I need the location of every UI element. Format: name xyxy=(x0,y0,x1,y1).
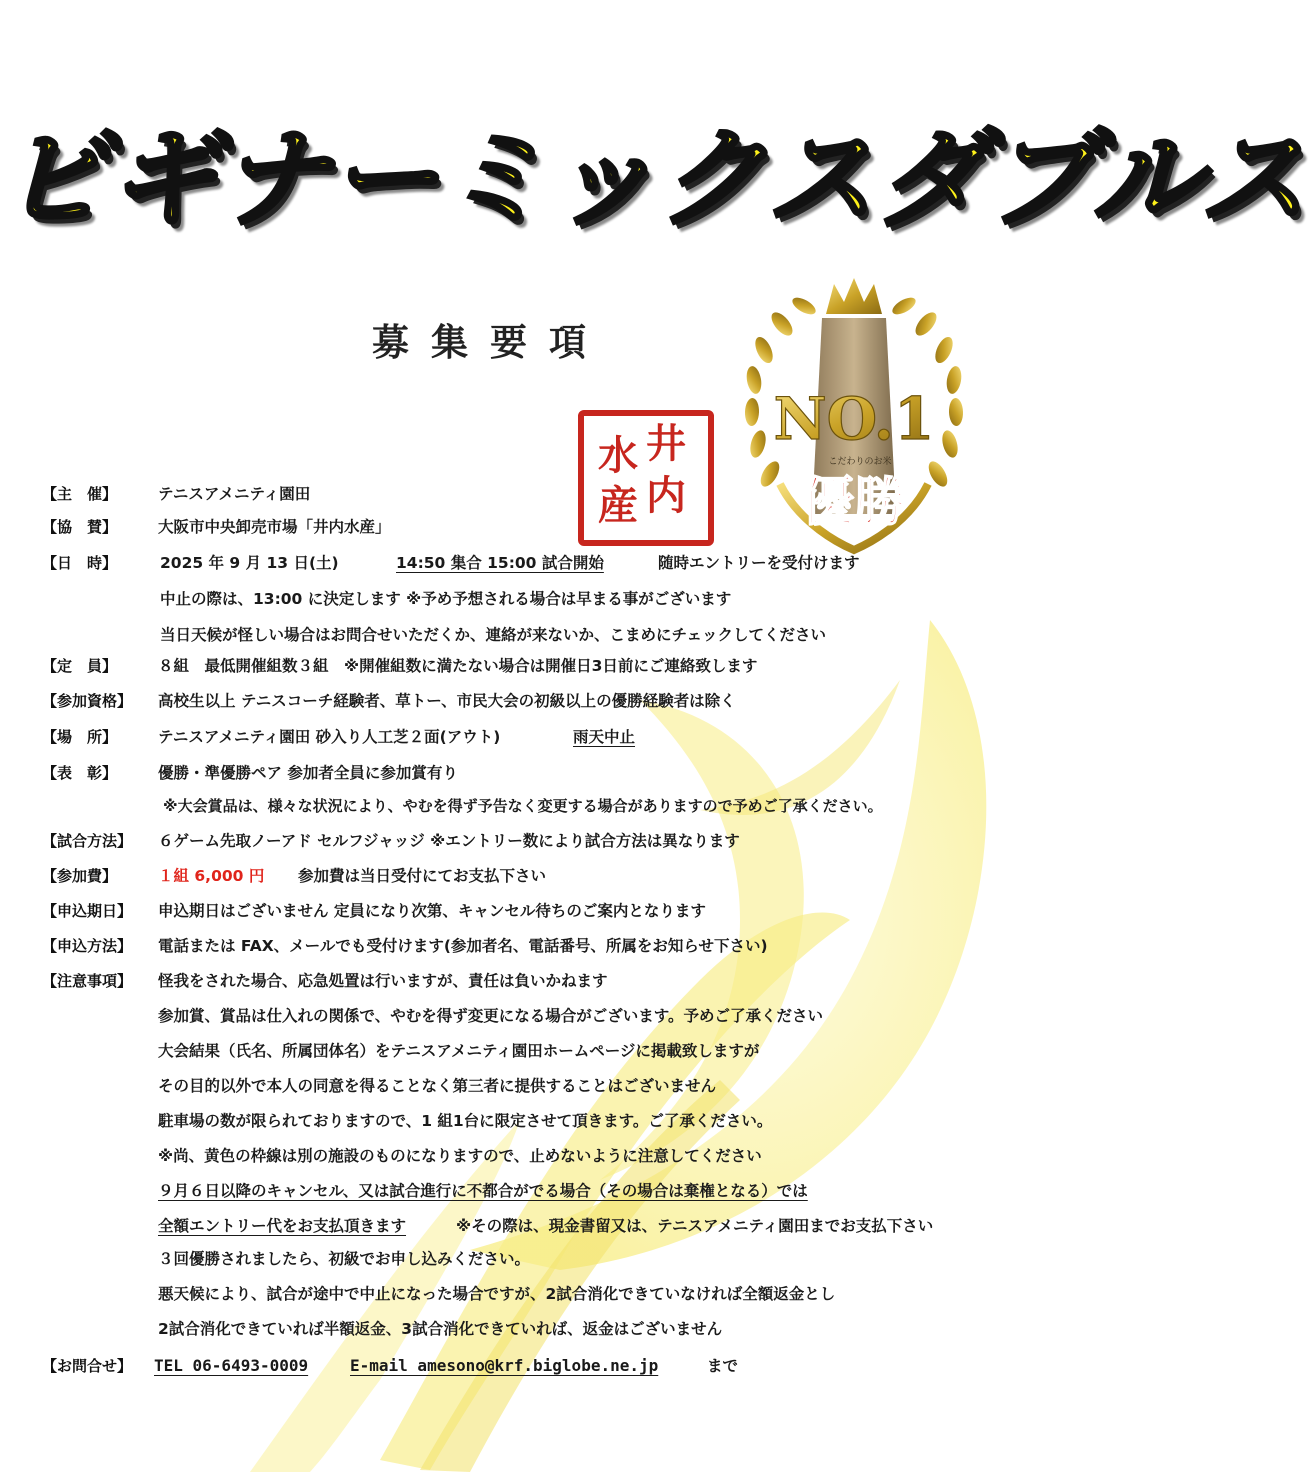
label-eligibility: 【参加資格】 xyxy=(42,692,133,710)
list-item: 駐車場の数が限られておりますので、1 組1台に限定させて頂きます。ご了承ください。 xyxy=(158,1112,773,1130)
text-deadline: 申込期日はございません 定員になり次第、キャンセル待ちのご案内となります xyxy=(158,902,706,920)
row-datetime-line2 xyxy=(0,584,1040,614)
text-cancel-decision: 中止の際は、13:00 に決定します ※予め予想される場合は早まる事がございます xyxy=(160,590,732,608)
emblem-caption: 優勝 xyxy=(801,472,907,533)
row-eligibility xyxy=(0,686,1040,716)
label-host: 【主 催】 xyxy=(42,485,118,503)
label-fee: 【参加費】 xyxy=(42,867,118,885)
row-notes xyxy=(0,966,1040,996)
text-eligibility: 高校生以上 テニスコーチ経験者、草トー、市民大会の初級以上の優勝経験者は除く xyxy=(158,692,736,710)
label-contact: 【お問合せ】 xyxy=(42,1357,133,1375)
text-host: テニスアメニティ園田 xyxy=(158,485,311,503)
row-notes-line xyxy=(0,1001,1040,1031)
text-date: 2025 年 9 月 13 日(土) xyxy=(160,554,339,572)
list-item: ※尚、黄色の枠線は別の施設のものになりますので、止めないように注意してください xyxy=(158,1147,762,1165)
text-awards-note: ※大会賞品は、様々な状況により、やむを得ず予告なく変更する場合がありますので予めご了承ください。 xyxy=(163,797,883,815)
label-capacity: 【定 員】 xyxy=(42,657,118,675)
list-item: 悪天候により、試合が途中で中止になった場合ですが、2試合消化できていなければ全額返金とし xyxy=(158,1285,836,1303)
row-method xyxy=(0,931,1040,961)
contact-tel-link[interactable]: TEL 06-6493-0009 xyxy=(154,1356,309,1375)
row-deadline xyxy=(0,896,1040,926)
list-item: 2試合消化できていれば半額返金、3試合消化できていれば、返金はございません xyxy=(158,1320,723,1338)
row-awards xyxy=(0,758,1040,788)
list-item: ※その際は、現金書留又は、テニスアメニティ園田までお支払下さい xyxy=(456,1217,934,1235)
emblem-small-text: こだわりのお米 xyxy=(828,457,892,467)
text-time: 14:50 集合 15:00 試合開始 xyxy=(396,554,604,572)
row-fee xyxy=(0,861,1040,891)
list-item: 全額エントリー代をお支払頂きます xyxy=(158,1217,407,1235)
row-notes-line xyxy=(0,1176,1040,1206)
row-venue xyxy=(0,722,1040,752)
text-fee-note: 参加費は当日受付にてお支払下さい xyxy=(298,867,547,885)
row-contact xyxy=(0,1351,1040,1381)
row-notes-line xyxy=(0,1141,1040,1171)
row-notes-line xyxy=(0,1244,1040,1274)
text-fee-amount: １組 6,000 円 xyxy=(158,867,265,885)
text-awards: 優勝・準優勝ペア 参加者全員に参加賞有り xyxy=(158,764,458,782)
stamp-char: 産 xyxy=(598,482,638,529)
text-capacity: ８組 最低開催組数３組 ※開催組数に満たない場合は開催日3日前にご連絡致します xyxy=(158,657,758,675)
page-subtitle: 募集要項 xyxy=(372,321,608,364)
row-notes-line xyxy=(0,1036,1040,1066)
row-datetime-line3 xyxy=(0,620,1040,650)
label-notes: 【注意事項】 xyxy=(42,972,133,990)
contact-suffix: まで xyxy=(707,1357,739,1375)
list-item: 参加賞、賞品は仕入れの関係で、やむを得ず変更になる場合がございます。予めご了承ください xyxy=(158,1007,823,1025)
list-item: ３回優勝されましたら、初級でお申し込みください。 xyxy=(158,1250,531,1268)
text-entry: 随時エントリーを受付けます xyxy=(658,554,860,572)
sponsor-stamp-logo xyxy=(578,410,714,546)
text-sponsor: 大阪市中央卸売市場「井内水産」 xyxy=(158,518,391,536)
label-datetime: 【日 時】 xyxy=(42,554,118,572)
row-capacity xyxy=(0,651,1040,681)
label-sponsor: 【協 賛】 xyxy=(42,518,118,536)
list-item: ９月６日以降のキャンセル、又は試合進行に不都合がでる場合（その場合は棄権となる）では xyxy=(158,1182,808,1200)
stamp-char: 井 xyxy=(646,420,686,467)
laurel-trophy-icon xyxy=(730,274,978,564)
list-item: その目的以外で本人の同意を得ることなく第三者に提供することはございません xyxy=(158,1077,717,1095)
stamp-char: 内 xyxy=(646,472,686,519)
contact-email-link[interactable]: E-mail amesono@krf.biglobe.ne.jp xyxy=(350,1356,659,1375)
text-method: 電話または FAX、メールでも受付けます(参加者名、電話番号、所属をお知らせ下さい) xyxy=(158,937,768,955)
row-notes-line xyxy=(0,1106,1040,1136)
text-format: ６ゲーム先取ノーアド セルフジャッジ ※エントリー数により試合方法は異なります xyxy=(158,832,740,850)
row-notes-line xyxy=(0,1279,1040,1309)
row-notes-line xyxy=(0,1071,1040,1101)
page-title: ビギナーミックスダブルス xyxy=(0,117,1309,242)
label-awards: 【表 彰】 xyxy=(42,764,118,782)
list-item: 大会結果（氏名、所属団体名）をテニスアメニティ園田ホームページに掲載致しますが xyxy=(158,1042,760,1060)
row-format xyxy=(0,826,1040,856)
label-deadline: 【申込期日】 xyxy=(42,902,133,920)
list-item: 怪我をされた場合、応急処置は行いますが、責任は負いかねます xyxy=(158,972,608,990)
text-venue: テニスアメニティ園田 砂入り人工芝２面(アウト) xyxy=(158,728,501,746)
label-venue: 【場 所】 xyxy=(42,728,118,746)
label-format: 【試合方法】 xyxy=(42,832,133,850)
text-weather-check: 当日天候が怪しい場合はお問合せいただくか、連絡が来ないか、こまめにチェックしてください xyxy=(160,626,827,644)
label-method: 【申込方法】 xyxy=(42,937,133,955)
row-notes-line xyxy=(0,1314,1040,1344)
text-rain-cancel: 雨天中止 xyxy=(573,728,636,746)
stamp-char: 水 xyxy=(598,432,638,479)
row-notes-line xyxy=(0,1211,1040,1241)
emblem-no1-text: NO.1 xyxy=(773,385,935,453)
row-awards-note xyxy=(0,791,1040,821)
